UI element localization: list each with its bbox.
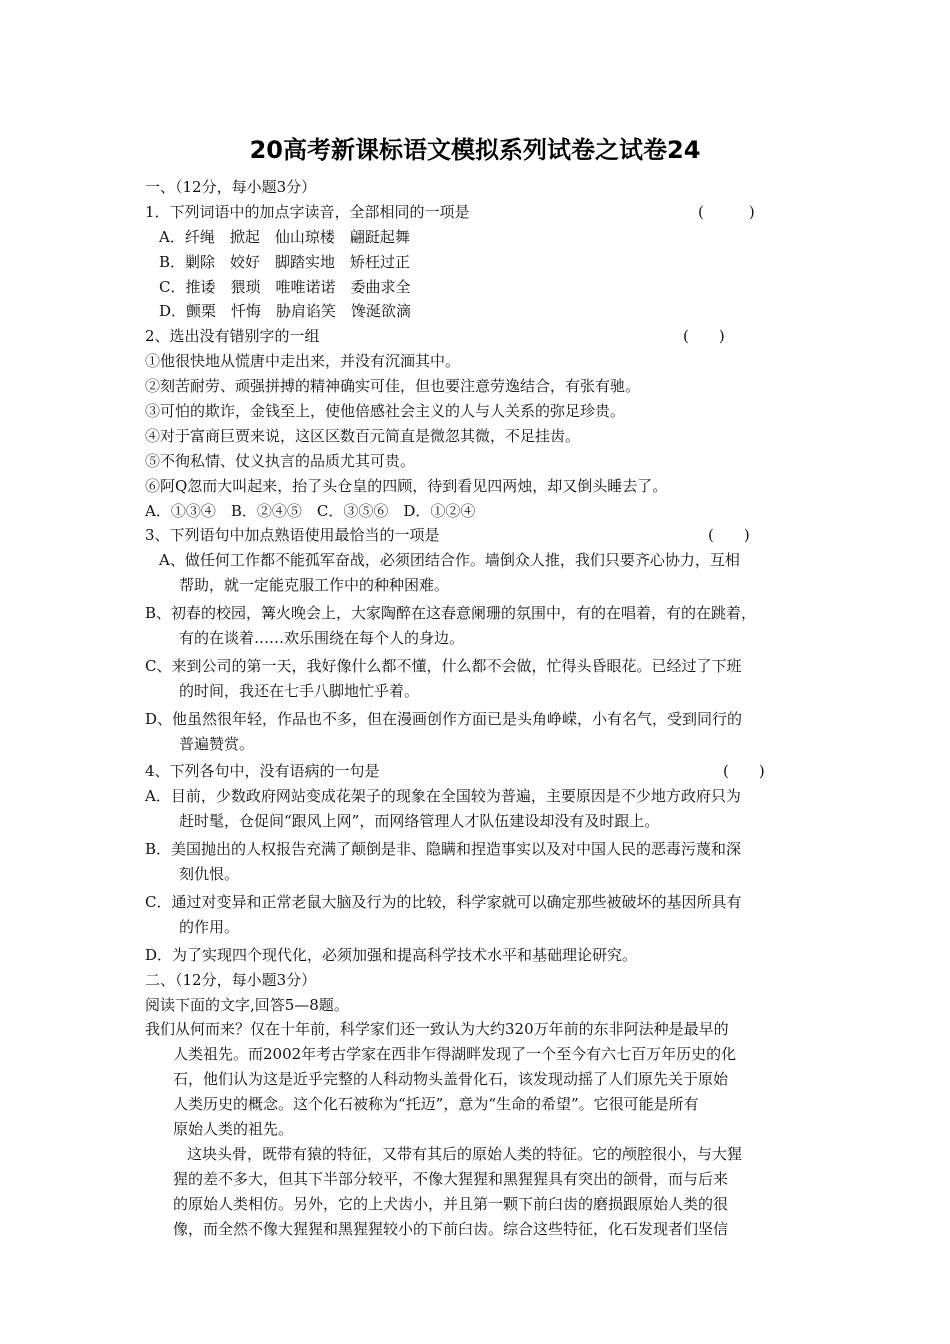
question-3-option-a: A、做任何工作都不能孤军奋战，必须团结合作。墙倒众人推，我们只要齐心协力，互相: [159, 551, 740, 570]
question-4-option-b: B．美国抛出的人权报告充满了颠倒是非、隐瞒和捏造事实以及对中国人民的恶毒污蔑和深: [145, 840, 742, 859]
question-1-option-c: C．推诿 猥琐 唯唯诺诺 委曲求全: [159, 277, 411, 296]
question-1-text: 1．下列词语中的加点字读音，全部相同的一项是: [145, 202, 470, 221]
question-3-option-c: C、来到公司的第一天，我好像什么都不懂，什么都不会做，忙得头昏眼花。已经过了下班: [145, 656, 742, 675]
question-1-option-b: B．剿除 姣好 脚踏实地 矫枉过正: [159, 252, 411, 271]
question-4-stem: [145, 759, 825, 784]
question-4-option-c: C．通过对变异和正常老鼠大脑及行为的比较，科学家就可以确定那些被破坏的基因所具有: [145, 892, 742, 911]
question-4-option-d: D．为了实现四个现代化，必须加强和提高科学技术水平和基础理论研究。: [145, 945, 638, 964]
question-1-option-d: D．颤栗 忏悔 胁肩谄笑 馋涎欲滴: [159, 302, 412, 321]
answer-paren: ( ): [683, 327, 725, 346]
question-2-options: A．①③④ B．②④⑤ C．③⑤⑥ D．①②④: [145, 501, 476, 520]
question-3-option-b: B、初春的校园，篝火晚会上，大家陶醉在这春意阑珊的氛围中，有的在唱着，有的在跳着，: [145, 604, 757, 623]
page-title: 20高考新课标语文模拟系列试卷之试卷24: [249, 136, 701, 164]
question-1-stem: [145, 200, 825, 225]
passage-line: 猩的差不多大，但其下半部分较平，不像大猩猩和黑猩猩具有突出的颌骨，而与后来: [173, 1169, 729, 1188]
passage-line: 像，而全然不像大猩猩和黑猩猩较小的下前臼齿。综合这些特征，化石发现者们坚信: [173, 1219, 729, 1238]
question-2-sentence-2: ②刻苦耐劳、顽强拼搏的精神确实可佳，但也要注意劳逸结合，有张有驰。: [145, 377, 641, 396]
passage-line: 我们从何而来？仅在十年前，科学家们还一致认为大约320万年前的东非阿法种是最早的: [145, 1020, 729, 1039]
question-3-option-d: D、他虽然很年轻，作品也不多，但在漫画创作方面已是头角峥嵘，小有名气，受到同行的: [145, 709, 743, 728]
question-4-option-a-cont: 赶时髦，仓促间“跟风上网”，而网络管理人才队伍建设却没有及时跟上。: [179, 812, 660, 831]
question-3-option-d-cont: 普遍赞赏。: [179, 734, 255, 753]
question-4-text: 4、下列各句中，没有语病的一句是: [145, 762, 380, 781]
section-2-heading: 二、（12分，每小题3分）: [145, 970, 317, 989]
question-4-option-a: A．目前，少数政府网站变成花架子的现象在全国较为普遍，主要原因是不少地方政府只为: [145, 787, 741, 806]
question-2-stem: [145, 324, 825, 349]
question-2-sentence-1: ①他很快地从慌唐中走出来，并没有沉湎其中。: [145, 352, 461, 371]
answer-paren: ( ): [698, 202, 755, 221]
question-2-sentence-6: ⑥阿Q忽而大叫起来，抬了头仓皇的四顾，待到看见四两烛，却又倒头睡去了。: [145, 476, 668, 495]
question-3-stem: [145, 523, 825, 548]
question-2-sentence-5: ⑤不徇私情、仗义执言的品质尤其可贵。: [145, 451, 416, 470]
question-1-option-a: A．纤绳 掀起 仙山琼楼 翩跹起舞: [159, 227, 410, 246]
question-3-text: 3、下列语句中加点熟语使用最恰当的一项是: [145, 526, 440, 545]
exam-body: [145, 175, 825, 1241]
passage-line: 石，他们认为这是近乎完整的人科动物头盖骨化石，该发现动摇了人们原先关于原始: [173, 1070, 729, 1089]
passage-line: 人类历史的概念。这个化石被称为“托迈”，意为“生命的希望”。它很可能是所有: [173, 1095, 699, 1114]
question-3-option-c-cont: 的时间，我还在七手八脚地忙乎着。: [179, 681, 420, 700]
answer-paren: ( ): [708, 526, 750, 545]
question-4-option-b-cont: 刻仇恨。: [179, 865, 240, 884]
question-3-option-b-cont: 有的在谈着……欢乐围绕在每个人的身边。: [179, 629, 465, 648]
passage-line: 原始人类的祖先。: [173, 1119, 294, 1138]
question-2-text: 2、选出没有错别字的一组: [145, 327, 320, 346]
reading-instruction: 阅读下面的文字,回答5—8题。: [145, 995, 349, 1014]
question-2-sentence-4: ④对于富商巨贾来说，这区区数百元简直是微忽其微，不足挂齿。: [145, 426, 581, 445]
question-4-option-c-cont: 的作用。: [179, 917, 240, 936]
passage-line: 的原始人类相仿。另外，它的上犬齿小，并且第一颗下前臼齿的磨损跟原始人类的很: [173, 1194, 729, 1213]
answer-paren: ( ): [723, 762, 765, 781]
question-2-sentence-3: ③可怕的欺诈，金钱至上，使他倍感社会主义的人与人关系的弥足珍贵。: [145, 402, 626, 421]
passage-line: 人类祖先。而2002年考古学家在西非乍得湖畔发现了一个至今有六七百万年历史的化: [173, 1045, 737, 1064]
section-1-heading: 一、（12分，每小题3分）: [145, 178, 317, 196]
question-3-option-a-cont: 帮助，就一定能克服工作中的种种困难。: [179, 576, 450, 595]
passage-line: 这块头骨，既带有猿的特征，又带有其后的原始人类的特征。它的颅腔很小，与大猩: [187, 1144, 743, 1163]
